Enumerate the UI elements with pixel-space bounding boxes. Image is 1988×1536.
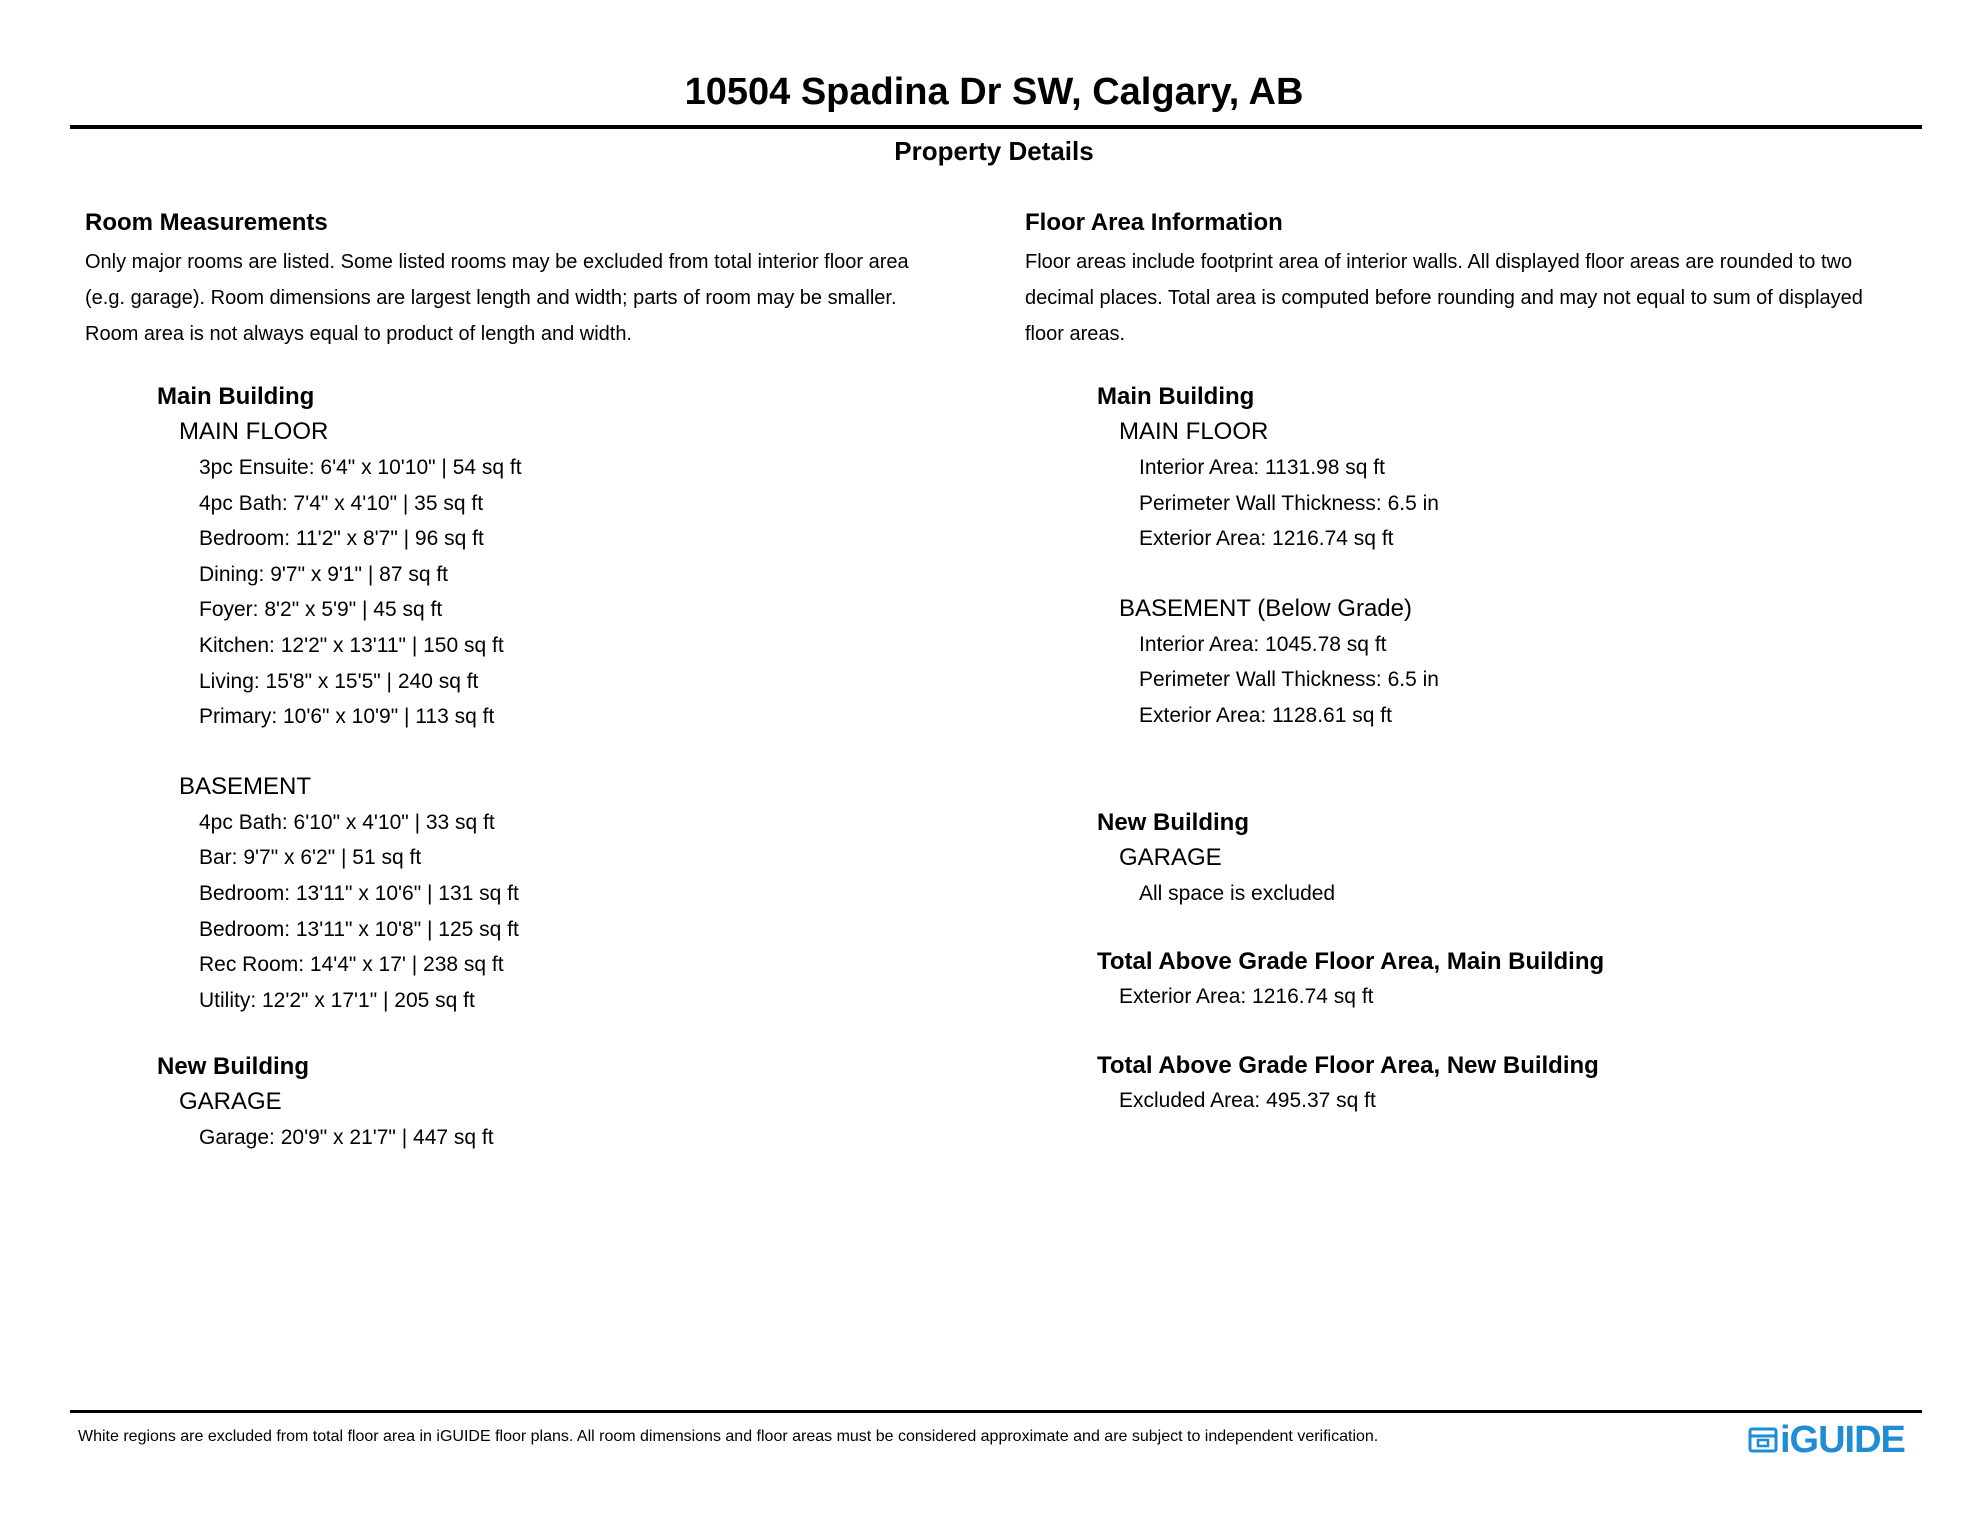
- iguide-logo-text: iGUIDE: [1780, 1419, 1905, 1461]
- room-item: Bar: 9'7" x 6'2" | 51 sq ft: [199, 846, 422, 870]
- area-item: Interior Area: 1131.98 sq ft: [1139, 456, 1385, 479]
- title-rule: [70, 125, 1922, 129]
- floor-area-column: [1025, 206, 1945, 1118]
- room-measurements-heading: Room Measurements: [85, 209, 328, 236]
- iguide-logo: [1748, 1420, 1905, 1460]
- page-subtitle: Property Details: [894, 136, 1094, 166]
- total-new-heading: Total Above Grade Floor Area, New Building: [1097, 1051, 1599, 1079]
- footer-rule: [70, 1410, 1922, 1413]
- floor-name-basement: BASEMENT: [179, 772, 312, 800]
- floor-area-intro: [1025, 244, 1945, 352]
- intro-line: floor areas.: [1025, 323, 1126, 345]
- building-name-main: Main Building: [157, 383, 315, 410]
- area-list-garage: [1025, 876, 1945, 912]
- building-name-new: New Building: [1097, 808, 1249, 836]
- floor-name-main-floor: MAIN FLOOR: [1119, 418, 1269, 445]
- floor-name-garage: GARAGE: [179, 1088, 282, 1116]
- room-item: Bedroom: 13'11" x 10'6" | 131 sq ft: [199, 881, 519, 905]
- room-measurements-column: [85, 206, 985, 1156]
- footer-note: White regions are excluded from total floor area in iGUIDE floor plans. All room dimensions and floor areas must be considered approximate and are subject to independent verification.: [78, 1428, 1379, 1445]
- room-item: Living: 15'8" x 15'5" | 240 sq ft: [199, 669, 479, 693]
- area-item: Exterior Area: 1128.61 sq ft: [1139, 703, 1392, 727]
- page-title: 10504 Spadina Dr SW, Calgary, AB: [684, 71, 1304, 113]
- intro-line: (e.g. garage). Room dimensions are largest length and width; parts of room may be smaller.: [85, 287, 897, 309]
- area-item: Interior Area: 1045.78 sq ft: [1139, 632, 1387, 656]
- room-item: Foyer: 8'2" x 5'9" | 45 sq ft: [199, 598, 443, 622]
- room-list-garage: [85, 1120, 985, 1156]
- total-main-line: Exterior Area: 1216.74 sq ft: [1119, 985, 1374, 1009]
- total-main-heading: Total Above Grade Floor Area, Main Building: [1097, 948, 1605, 976]
- room-list-basement: [85, 805, 985, 1019]
- room-item: Garage: 20'9" x 21'7" | 447 sq ft: [199, 1126, 494, 1150]
- floor-name-garage: GARAGE: [1119, 843, 1222, 871]
- room-item: Rec Room: 14'4" x 17' | 238 sq ft: [199, 953, 504, 977]
- area-item: All space is excluded: [1139, 881, 1336, 905]
- floor-name-basement: BASEMENT (Below Grade): [1119, 594, 1412, 622]
- room-item: Kitchen: 12'2" x 13'11" | 150 sq ft: [199, 633, 504, 657]
- room-item: Bedroom: 13'11" x 10'8" | 125 sq ft: [199, 917, 519, 941]
- room-item: Utility: 12'2" x 17'1" | 205 sq ft: [199, 988, 475, 1012]
- room-item: 3pc Ensuite: 6'4" x 10'10" | 54 sq ft: [199, 456, 522, 479]
- floor-name-main-floor: MAIN FLOOR: [179, 418, 329, 445]
- area-list-basement: [1025, 627, 1945, 734]
- area-list-main-floor: [1025, 450, 1945, 557]
- room-measurements-intro: [85, 244, 985, 352]
- intro-line: Floor areas include footprint area of interior walls. All displayed floor areas are rounded to two: [1025, 251, 1853, 273]
- intro-line: Room area is not always equal to product of length and width.: [85, 323, 632, 345]
- room-list-main-floor: [85, 450, 985, 735]
- room-item: 4pc Bath: 7'4" x 4'10" | 35 sq ft: [199, 491, 484, 515]
- room-item: Primary: 10'6" x 10'9" | 113 sq ft: [199, 705, 495, 729]
- floor-area-heading: Floor Area Information: [1025, 209, 1283, 236]
- total-new-line: Excluded Area: 495.37 sq ft: [1119, 1088, 1376, 1112]
- area-item: Perimeter Wall Thickness: 6.5 in: [1139, 491, 1439, 515]
- room-item: Bedroom: 11'2" x 8'7" | 96 sq ft: [199, 527, 484, 551]
- iguide-logo-icon: [1748, 1425, 1778, 1455]
- intro-line: Only major rooms are listed. Some listed rooms may be excluded from total interior floor area: [85, 251, 909, 273]
- area-item: Exterior Area: 1216.74 sq ft: [1139, 527, 1394, 551]
- area-item: Perimeter Wall Thickness: 6.5 in: [1139, 668, 1439, 692]
- room-item: Dining: 9'7" x 9'1" | 87 sq ft: [199, 562, 449, 586]
- building-name-main: Main Building: [1097, 383, 1255, 410]
- intro-line: decimal places. Total area is computed before rounding and may not equal to sum of displayed: [1025, 287, 1863, 309]
- room-item: 4pc Bath: 6'10" x 4'10" | 33 sq ft: [199, 810, 495, 834]
- building-name-new: New Building: [157, 1053, 309, 1081]
